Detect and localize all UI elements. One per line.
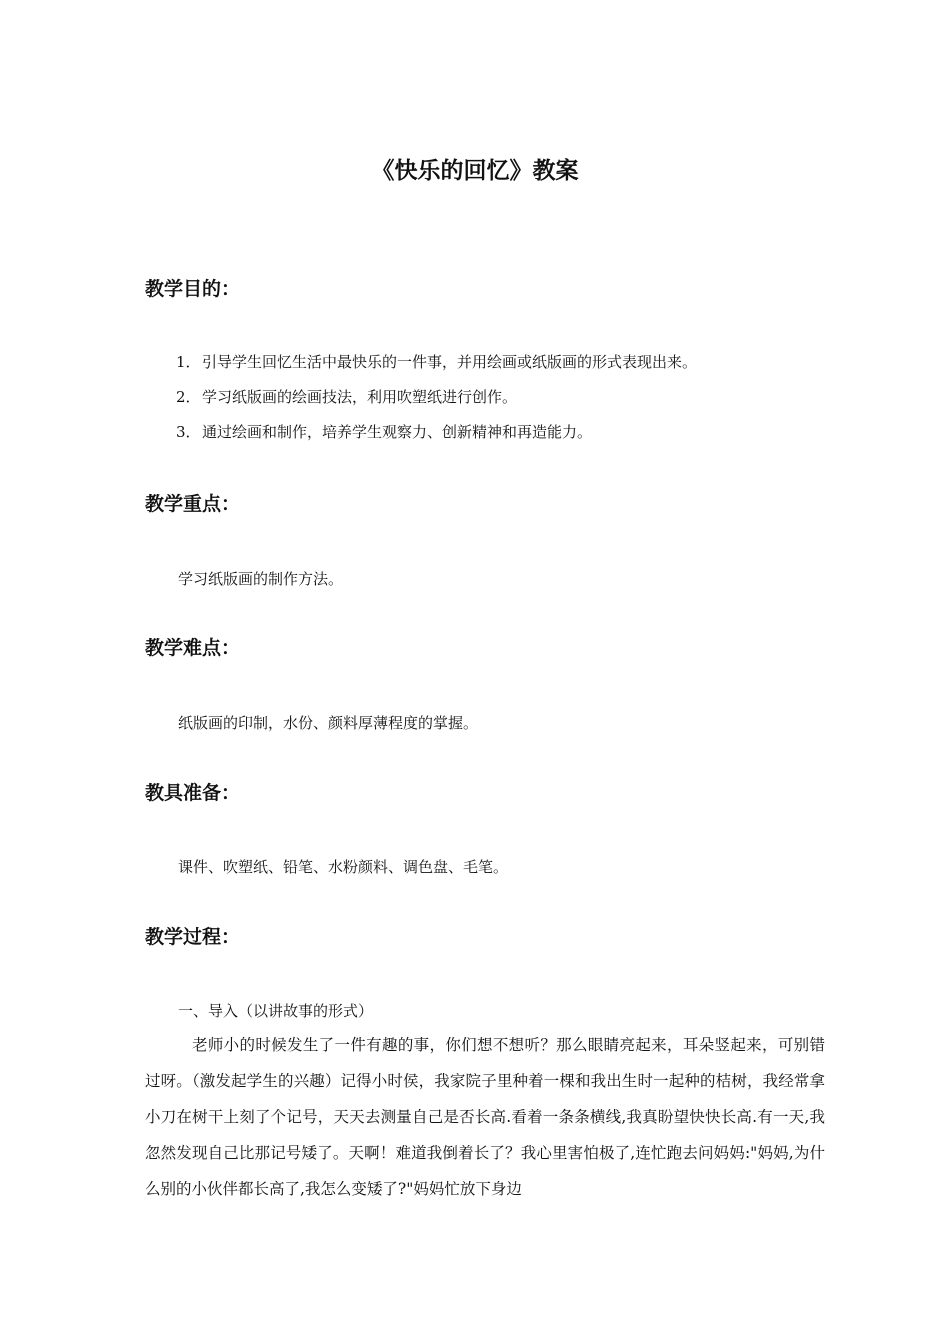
goal-item-text: 学习纸版画的绘画技法，利用吹塑纸进行创作。 <box>202 388 518 406</box>
goal-item-text: 通过绘画和制作，培养学生观察力、创新精神和再造能力。 <box>202 423 593 441</box>
heading-key-points: 教学重点： <box>145 493 241 515</box>
goal-item-text: 引导学生回忆生活中最快乐的一件事，并用绘画或纸版画的形式表现出来。 <box>202 353 698 371</box>
goal-item-number: 3． <box>176 423 201 441</box>
goal-item-number: 2． <box>176 388 201 406</box>
heading-difficulties: 教学难点： <box>145 637 241 659</box>
heading-process: 教学过程： <box>145 926 241 948</box>
materials-text: 课件、吹塑纸、铅笔、水粉颜料、调色盘、毛笔。 <box>178 858 509 876</box>
process-step1-label: 一、导入（以讲故事的形式） <box>178 1002 374 1020</box>
goal-item-1 <box>176 351 697 372</box>
heading-materials: 教具准备： <box>145 782 241 804</box>
difficulties-text: 纸版画的印制，水份、颜料厚薄程度的掌握。 <box>178 714 479 732</box>
heading-goals: 教学目的： <box>145 278 241 300</box>
goal-item-3 <box>176 421 592 442</box>
process-step1-paragraph: 老师小的时候发生了一件有趣的事，你们想不想听？那么眼睛亮起来，耳朵竖起来，可别错过呀。（激发起学生的兴趣）记得小时侯，我家院子里种着一棵和我出生时一起种的桔树，我经常拿小刀在树干上刻了个记号，天天去测量自己是否长高.看着一条条横线,我真盼望快快长高.有一天,我忽然发现自己比那记号矮了。天啊！难道我倒着长了？我心里害怕极了,连忙跑去问妈妈:"妈妈,为什么别的小伙伴都长高了,我怎么变矮了?"妈妈忙放下身边 <box>145 1036 825 1198</box>
page-title: 《快乐的回忆》教案 <box>371 158 579 184</box>
goal-item-number: 1． <box>176 353 201 371</box>
key-points-text: 学习纸版画的制作方法。 <box>178 570 344 588</box>
goal-item-2 <box>176 386 517 407</box>
